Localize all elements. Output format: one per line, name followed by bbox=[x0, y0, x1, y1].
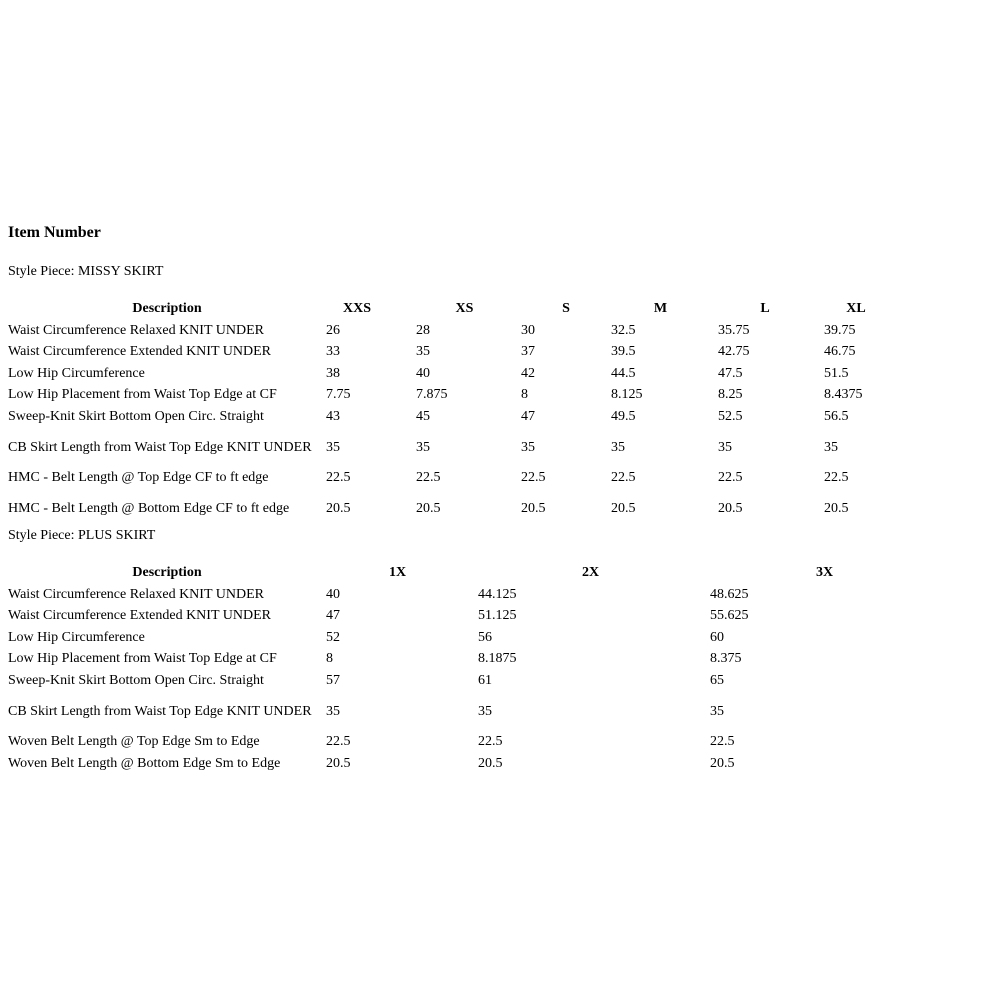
plus-row-value: 22.5 bbox=[710, 734, 735, 750]
plus-row-value: 44.125 bbox=[478, 586, 517, 602]
plus-row-description: Woven Belt Length @ Top Edge Sm to Edge bbox=[8, 734, 260, 750]
missy-row-value: 20.5 bbox=[521, 501, 546, 516]
plus-row-value: 57 bbox=[326, 672, 340, 688]
missy-row-value: 20.5 bbox=[611, 501, 636, 516]
missy-row-value: 39.5 bbox=[611, 344, 636, 360]
plus-size-table bbox=[8, 562, 888, 775]
missy-row-value: 22.5 bbox=[718, 470, 743, 486]
plus-table-row bbox=[8, 753, 888, 775]
plus-header-3x: 3X bbox=[816, 565, 834, 580]
plus-header-description: Description bbox=[132, 565, 202, 580]
plus-row-description: Waist Circumference Extended KNIT UNDER bbox=[8, 608, 271, 624]
missy-header-row bbox=[8, 298, 888, 320]
missy-row-value: 8.25 bbox=[718, 387, 743, 403]
missy-row-value: 22.5 bbox=[824, 470, 849, 486]
missy-header-xxs: XXS bbox=[342, 301, 371, 316]
missy-row-value: 51.5 bbox=[824, 365, 849, 381]
plus-table-row bbox=[8, 606, 888, 628]
plus-row-description: Waist Circumference Relaxed KNIT UNDER bbox=[8, 586, 264, 602]
plus-row-value: 60 bbox=[710, 629, 724, 645]
missy-table-row bbox=[8, 320, 888, 342]
missy-row-value: 43 bbox=[326, 408, 340, 424]
plus-row-value: 65 bbox=[710, 672, 724, 688]
missy-table-row bbox=[8, 342, 888, 364]
missy-row-value: 35 bbox=[611, 439, 625, 455]
plus-row-value: 35 bbox=[710, 703, 724, 719]
missy-row-value: 8 bbox=[521, 387, 528, 403]
missy-row-description: Low Hip Placement from Waist Top Edge at CF bbox=[8, 387, 277, 403]
missy-row-value: 7.75 bbox=[326, 387, 351, 403]
plus-row-value: 20.5 bbox=[478, 755, 503, 771]
missy-row-value: 30 bbox=[521, 322, 535, 338]
plus-row-value: 8 bbox=[326, 651, 333, 667]
plus-row-value: 35 bbox=[478, 703, 492, 719]
missy-row-value: 20.5 bbox=[326, 501, 351, 516]
plus-row-value: 22.5 bbox=[478, 734, 503, 750]
missy-row-value: 22.5 bbox=[611, 470, 636, 486]
missy-row-value: 35 bbox=[521, 439, 535, 455]
missy-style-piece-label: Style Piece: MISSY SKIRT bbox=[8, 264, 164, 279]
missy-row-value: 32.5 bbox=[611, 322, 636, 338]
missy-row-description: HMC - Belt Length @ Bottom Edge CF to ft edge bbox=[8, 501, 290, 516]
missy-row-value: 38 bbox=[326, 365, 340, 381]
missy-row-value: 28 bbox=[416, 322, 430, 338]
missy-row-description: Waist Circumference Relaxed KNIT UNDER bbox=[8, 322, 264, 338]
plus-row-value: 51.125 bbox=[478, 608, 517, 624]
item-number-heading: Item Number bbox=[8, 224, 101, 241]
plus-row-value: 55.625 bbox=[710, 608, 749, 624]
missy-row-value: 45 bbox=[416, 408, 430, 424]
missy-row-value: 35 bbox=[416, 439, 430, 455]
missy-row-value: 35.75 bbox=[718, 322, 750, 338]
missy-row-value: 35 bbox=[326, 439, 340, 455]
plus-row-description: Woven Belt Length @ Bottom Edge Sm to Edge bbox=[8, 755, 281, 771]
missy-row-value: 35 bbox=[824, 439, 838, 455]
missy-row-value: 47.5 bbox=[718, 365, 743, 381]
missy-row-value: 42 bbox=[521, 365, 535, 381]
plus-row-value: 56 bbox=[478, 629, 492, 645]
plus-row-value: 47 bbox=[326, 608, 340, 624]
missy-row-value: 44.5 bbox=[611, 365, 636, 381]
plus-row-value: 8.375 bbox=[710, 651, 742, 667]
plus-row-value: 20.5 bbox=[326, 755, 351, 771]
plus-row-value: 35 bbox=[326, 703, 340, 719]
missy-row-description: Sweep-Knit Skirt Bottom Open Circ. Straight bbox=[8, 408, 264, 424]
missy-table-row bbox=[8, 428, 888, 468]
missy-row-value: 22.5 bbox=[521, 470, 546, 486]
missy-table-row bbox=[8, 489, 888, 529]
plus-table-row bbox=[8, 732, 888, 754]
plus-row-value: 8.1875 bbox=[478, 651, 517, 667]
missy-row-value: 22.5 bbox=[326, 470, 351, 486]
plus-header-1x: 1X bbox=[389, 565, 407, 580]
missy-row-value: 49.5 bbox=[611, 408, 636, 424]
plus-row-value: 52 bbox=[326, 629, 340, 645]
missy-row-value: 8.4375 bbox=[824, 387, 863, 403]
missy-row-value: 20.5 bbox=[718, 501, 743, 516]
missy-row-value: 35 bbox=[416, 344, 430, 360]
missy-row-value: 7.875 bbox=[416, 387, 448, 403]
plus-row-value: 61 bbox=[478, 672, 492, 688]
plus-table-row bbox=[8, 584, 888, 606]
plus-header-2x: 2X bbox=[582, 565, 600, 580]
missy-row-value: 26 bbox=[326, 322, 340, 338]
missy-row-description: Waist Circumference Extended KNIT UNDER bbox=[8, 344, 271, 360]
missy-row-value: 20.5 bbox=[824, 501, 849, 516]
plus-table-row bbox=[8, 627, 888, 649]
plus-row-value: 40 bbox=[326, 586, 340, 602]
missy-row-value: 52.5 bbox=[718, 408, 743, 424]
plus-row-value: 20.5 bbox=[710, 755, 735, 771]
missy-table-row bbox=[8, 468, 888, 490]
missy-header-s: S bbox=[562, 301, 570, 316]
plus-table-row bbox=[8, 649, 888, 671]
plus-row-description: Low Hip Circumference bbox=[8, 629, 145, 645]
missy-row-value: 8.125 bbox=[611, 387, 643, 403]
missy-table-row bbox=[8, 385, 888, 407]
missy-header-l: L bbox=[760, 301, 770, 316]
missy-row-value: 46.75 bbox=[824, 344, 856, 360]
missy-row-value: 20.5 bbox=[416, 501, 441, 516]
plus-row-value: 22.5 bbox=[326, 734, 351, 750]
missy-row-value: 33 bbox=[326, 344, 340, 360]
missy-size-table bbox=[8, 298, 888, 529]
missy-row-value: 47 bbox=[521, 408, 535, 424]
missy-row-value: 22.5 bbox=[416, 470, 441, 486]
plus-table-row bbox=[8, 670, 888, 692]
missy-header-xl: XL bbox=[846, 301, 866, 316]
missy-table-row bbox=[8, 406, 888, 428]
missy-header-m: M bbox=[653, 301, 668, 316]
missy-table-row bbox=[8, 363, 888, 385]
plus-row-value: 48.625 bbox=[710, 586, 749, 602]
missy-row-value: 35 bbox=[718, 439, 732, 455]
missy-row-description: HMC - Belt Length @ Top Edge CF to ft edge bbox=[8, 470, 269, 486]
missy-header-description: Description bbox=[132, 301, 202, 316]
plus-table-row bbox=[8, 692, 888, 732]
plus-row-description: Low Hip Placement from Waist Top Edge at CF bbox=[8, 651, 277, 667]
plus-style-piece-label: Style Piece: PLUS SKIRT bbox=[8, 528, 156, 543]
missy-row-value: 42.75 bbox=[718, 344, 750, 360]
missy-row-value: 40 bbox=[416, 365, 430, 381]
missy-row-description: CB Skirt Length from Waist Top Edge KNIT UNDER bbox=[8, 439, 312, 455]
missy-row-description: Low Hip Circumference bbox=[8, 365, 145, 381]
plus-row-description: CB Skirt Length from Waist Top Edge KNIT UNDER bbox=[8, 703, 312, 719]
missy-row-value: 56.5 bbox=[824, 408, 849, 424]
plus-row-description: Sweep-Knit Skirt Bottom Open Circ. Straight bbox=[8, 672, 264, 688]
missy-row-value: 39.75 bbox=[824, 322, 856, 338]
missy-row-value: 37 bbox=[521, 344, 535, 360]
plus-header-row bbox=[8, 562, 888, 584]
missy-header-xs: XS bbox=[455, 301, 474, 316]
